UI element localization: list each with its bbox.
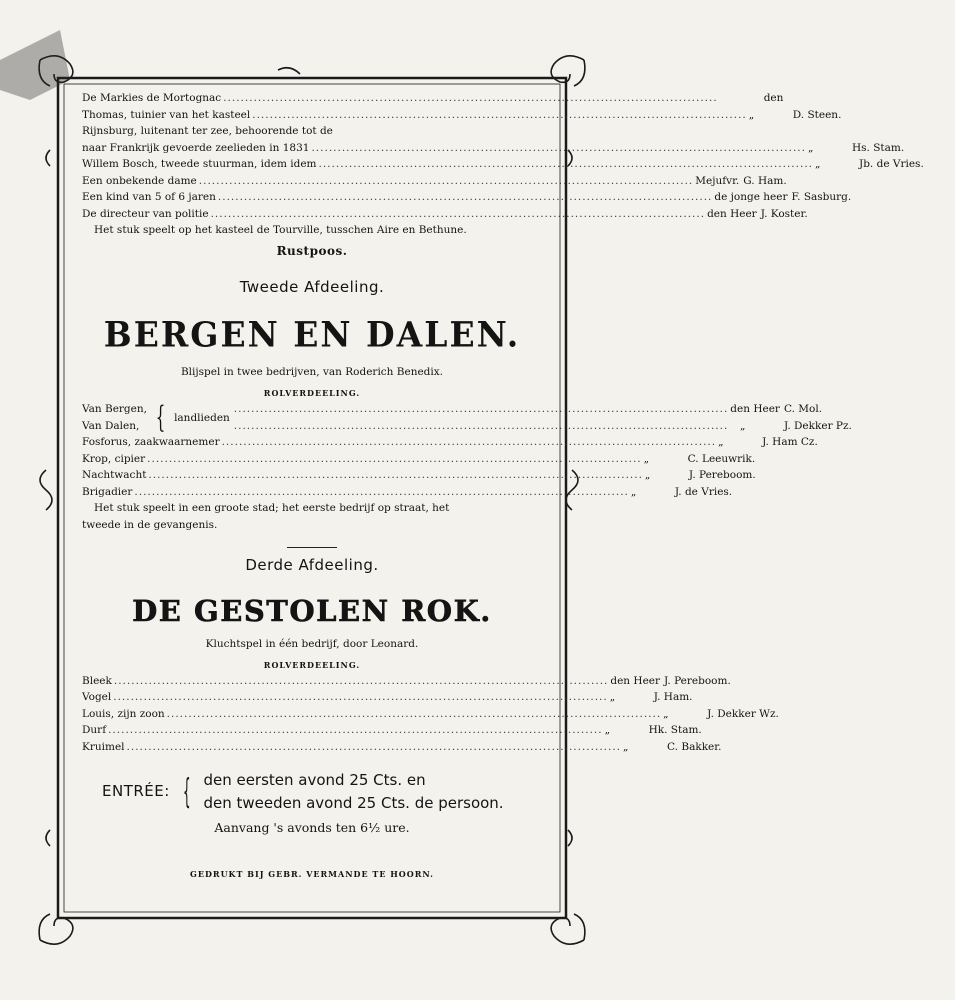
admission-line-2: den tweeden avond 25 Cts. de persoon. — [203, 793, 504, 812]
role-name: Durf — [82, 724, 107, 737]
actor-name: F. Sasburg. — [791, 191, 852, 203]
role-name: Vogel — [82, 691, 112, 704]
honorific: „ — [623, 740, 629, 753]
curly-brace-glyph: { — [155, 399, 166, 435]
honorific: den Heer — [610, 674, 661, 687]
shared-occupation: landlieden — [174, 411, 230, 424]
dot-leader — [167, 706, 662, 722]
dot-leader — [113, 689, 608, 705]
role-name: Willem Bosch, tweede stuurman, idem idem — [82, 158, 317, 170]
honorific: den Heer — [707, 207, 757, 220]
admission-block — [82, 769, 542, 814]
act3-heading: Derde Afdeeling. — [245, 556, 379, 575]
cast-row — [232, 418, 880, 435]
honorific: „ — [604, 724, 611, 737]
actor-name: C. Mol. — [783, 403, 823, 416]
dot-leader — [127, 739, 622, 755]
role-name: Een kind van 5 of 6 jaren — [82, 191, 216, 203]
act2-brace-group — [82, 399, 852, 435]
dot-leader — [223, 90, 718, 106]
actor-name: G. Ham. — [743, 174, 787, 187]
honorific: „ — [643, 452, 650, 465]
dot-leader — [211, 206, 706, 222]
cast-row — [82, 434, 818, 451]
printer-imprint: GEDRUKT BIJ GEBR. VERMANDE TE HOORN. — [190, 868, 434, 879]
admission-label: ENTRÉE: — [102, 782, 170, 801]
dot-leader — [108, 722, 603, 738]
cast-row — [82, 739, 722, 756]
actor-name: J. Ham. — [653, 691, 693, 704]
role-name: Thomas, tuinier van het kasteel — [82, 108, 251, 121]
honorific: „ — [630, 485, 637, 498]
actor-name: J. Dekker Pz. — [783, 419, 852, 432]
role-name: Rijnsburg, luitenant ter zee, behoorende tot de — [82, 125, 333, 137]
actor-name: Jb. de Vries. — [859, 158, 924, 170]
role-name: Krop, cipier — [82, 452, 146, 465]
honorific: „ — [748, 108, 755, 121]
dot-leader — [311, 140, 806, 156]
dot-leader — [234, 418, 738, 434]
cast-row — [82, 140, 905, 157]
role-name: Kruimel — [82, 740, 125, 753]
role-name: Van Bergen, — [82, 403, 147, 416]
cast-row — [82, 189, 852, 206]
role-name: Brigadier — [82, 485, 133, 498]
cast-row — [82, 706, 779, 723]
act2-subtitle: Blijspel in twee bedrijven, van Roderich Benedix. — [180, 366, 444, 379]
honorific: „ — [663, 707, 669, 720]
role-name: Louis, zijn zoon — [82, 707, 165, 720]
cast-row — [82, 484, 733, 501]
bracket-glyph: { — [182, 771, 191, 812]
act3-title: DE GESTOLEN ROK. — [132, 594, 492, 629]
role-name: De directeur van politie — [82, 207, 209, 220]
cast-row — [82, 156, 924, 173]
dot-leader — [114, 673, 609, 689]
cast-row — [82, 673, 731, 690]
actor-name: J. Dekker Wz. — [707, 707, 779, 720]
dot-leader — [134, 484, 629, 500]
admission-line-1: den eersten avond 25 Cts. en — [203, 771, 426, 790]
role-name: Van Dalen, — [82, 419, 140, 432]
actor-name: J. Ham Cz. — [762, 436, 818, 449]
actor-name: Hk. Stam. — [648, 724, 702, 737]
cast-row — [232, 401, 880, 418]
honorific: Mejufvr. — [695, 174, 740, 187]
cast-row — [82, 467, 756, 484]
section-divider — [287, 547, 337, 548]
role-name: Nachtwacht — [82, 469, 147, 482]
act3-rolverdeeling: ROLVERDEELING. — [263, 659, 361, 670]
actor-name: C. Leeuwrik. — [687, 452, 756, 465]
actor-name: den — [763, 92, 784, 104]
brace-rows — [232, 401, 880, 434]
role-name: Een onbekende dame — [82, 174, 197, 187]
act3-cast-list — [82, 673, 779, 756]
role-name: Fosforus, zaakwaarnemer — [82, 436, 220, 449]
role-name: De Markies de Mortognac — [82, 92, 222, 104]
act2-heading: Tweede Afdeeling. — [239, 278, 385, 297]
dot-leader — [218, 189, 713, 205]
role-name: naar Frankrijk gevoerde zeelieden in 1831 — [82, 141, 310, 154]
dot-leader — [234, 401, 729, 417]
honorific: „ — [644, 469, 651, 482]
act2-setting-line1: Het stuk speelt in een groote stad; het eerste bedrijf op straat, het — [94, 502, 450, 515]
act1-setting: Het stuk speelt op het kasteel de Tourville, tusschen Aire en Bethune. — [94, 224, 467, 236]
dot-leader — [222, 434, 717, 450]
honorific: „ — [815, 158, 821, 170]
act2-title: BERGEN EN DALEN. — [103, 314, 521, 356]
actor-name: J. de Vries. — [674, 485, 733, 498]
dot-leader — [148, 467, 643, 483]
actor-name: J. Pereboom. — [688, 469, 756, 482]
actor-name: Hs. Stam. — [851, 141, 905, 154]
start-time: Aanvang 's avonds ten 6½ ure. — [214, 820, 410, 836]
intermission-label: Rustpoos. — [276, 243, 348, 258]
role-name: Bleek — [82, 674, 112, 687]
actor-name: D. Steen. — [792, 108, 842, 121]
honorific: „ — [718, 436, 724, 449]
honorific: „ — [739, 419, 746, 432]
actor-name: J. Koster. — [760, 207, 808, 220]
actor-name: J. Pereboom. — [664, 674, 731, 687]
cast-row — [82, 206, 808, 223]
actor-name: C. Bakker. — [667, 740, 722, 753]
dot-leader — [252, 107, 747, 123]
honorific: „ — [807, 141, 814, 154]
cast-row — [82, 173, 787, 190]
cast-row — [82, 90, 784, 107]
dot-leader — [199, 173, 694, 189]
programme-content — [82, 90, 924, 880]
cast-row — [82, 722, 702, 739]
honorific: de jonge heer — [714, 191, 788, 203]
cast-row — [82, 689, 693, 706]
act2-setting-line2: tweede in de gevangenis. — [82, 518, 218, 531]
act2-cast-list — [82, 434, 818, 533]
act3-subtitle: Kluchtspel in één bedrijf, door Leonard. — [205, 638, 419, 651]
honorific: „ — [609, 691, 616, 704]
brace-names — [82, 401, 147, 434]
honorific: den Heer — [730, 403, 780, 416]
cast-row — [82, 107, 842, 124]
admission-prices — [203, 769, 503, 814]
dot-leader — [319, 156, 814, 172]
act2-rolverdeeling: ROLVERDEELING. — [263, 387, 361, 398]
dot-leader — [147, 451, 642, 467]
cast-row — [82, 451, 756, 468]
act1-cast-list — [82, 90, 924, 260]
cast-row — [82, 123, 542, 140]
